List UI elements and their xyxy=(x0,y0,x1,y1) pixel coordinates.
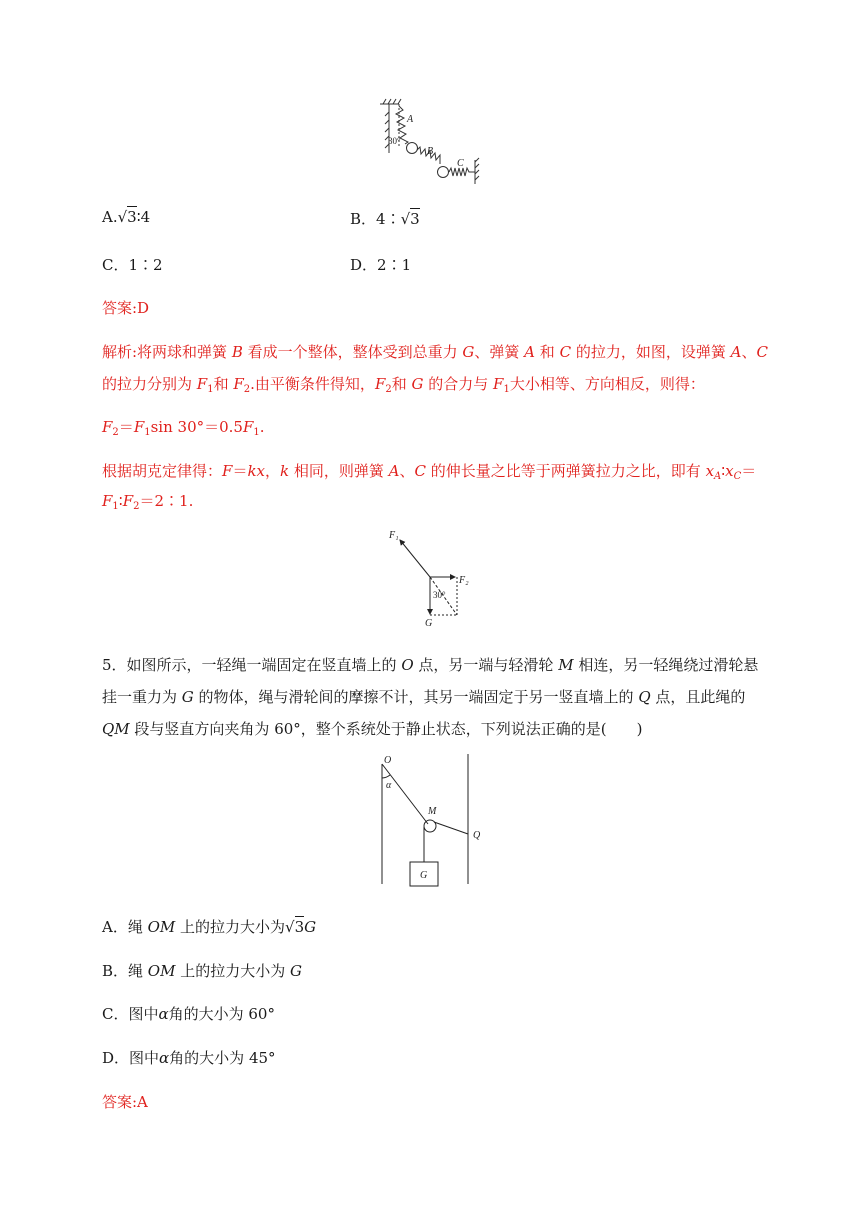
label-M: M xyxy=(428,806,437,817)
q4-option-c: C．1∶2 xyxy=(102,256,163,274)
label-O: O xyxy=(384,755,392,766)
q5-answer: 答案:A xyxy=(102,1093,148,1111)
force-diagram xyxy=(385,528,485,628)
q5-option-c: C．图中α角的大小为 60° xyxy=(102,1005,275,1023)
label-C: C xyxy=(457,158,464,169)
q4-analysis-line4: 根据胡克定律得：F＝kx，k 相同，则弹簧 A、C 的伸长量之比等于两弹簧拉力之比，即有 $x_A∶x_C=$ xyxy=(102,462,757,482)
q4-option-d: D．2∶1 xyxy=(350,256,412,274)
q4-analysis-line5: $F_1∶F_2=2∶1$. xyxy=(102,492,194,512)
q4-option-b: B．4∶√3 xyxy=(350,210,420,228)
pulley-figure xyxy=(372,752,497,892)
label-G-block: G xyxy=(420,870,428,881)
q5-option-d: D．图中α角的大小为 45° xyxy=(102,1049,276,1067)
label-F1: F₁ xyxy=(389,530,399,541)
spring-ball-figure xyxy=(375,98,490,188)
q4-analysis-line2: 的拉力分别为 $F_1$和 $F_2$.由平衡条件得知，$F_2$和 G 的合力与 $F_1$大小相等、方向相反，则得： xyxy=(102,375,705,395)
q5-stem-line2: 挂一重力为 G 的物体，绳与滑轮间的摩擦不计，其另一端固定于另一竖直墙上的 Q 点，且此绳的 xyxy=(102,688,746,706)
q5-option-a: A．绳 OM 上的拉力大小为√3G xyxy=(102,918,317,936)
label-Q: Q xyxy=(473,830,481,841)
q4-analysis-line3: $F_2=F_1\sin$ $30^\circ=0.5F_1$. xyxy=(102,418,265,438)
label-alpha: α xyxy=(386,780,392,791)
label-A: A xyxy=(407,114,414,125)
q5-option-b: B．绳 OM 上的拉力大小为 G xyxy=(102,962,302,980)
q4-answer: 答案:D xyxy=(102,299,150,317)
q4-option-a: A.√3∶4 xyxy=(102,208,151,226)
label-F2: F₂ xyxy=(459,575,469,586)
label-angle-30: 30° xyxy=(388,136,401,146)
label-B: B xyxy=(427,146,434,157)
q4-analysis-line1: 解析:将两球和弹簧 B 看成一个整体，整体受到总重力 G、弹簧 A 和 C 的拉力，如图，设弹簧 A、C xyxy=(102,343,768,361)
q5-stem-line1: 5．如图所示，一轻绳一端固定在竖直墙上的 O 点，另一端与轻滑轮 M 相连，另一轻绳绕过滑轮悬 xyxy=(102,656,759,674)
q5-stem-line3: QM 段与竖直方向夹角为 60°，整个系统处于静止状态，下列说法正确的是( ) xyxy=(102,720,643,738)
label-angle: 30° xyxy=(433,590,446,600)
label-G: G xyxy=(425,618,433,628)
